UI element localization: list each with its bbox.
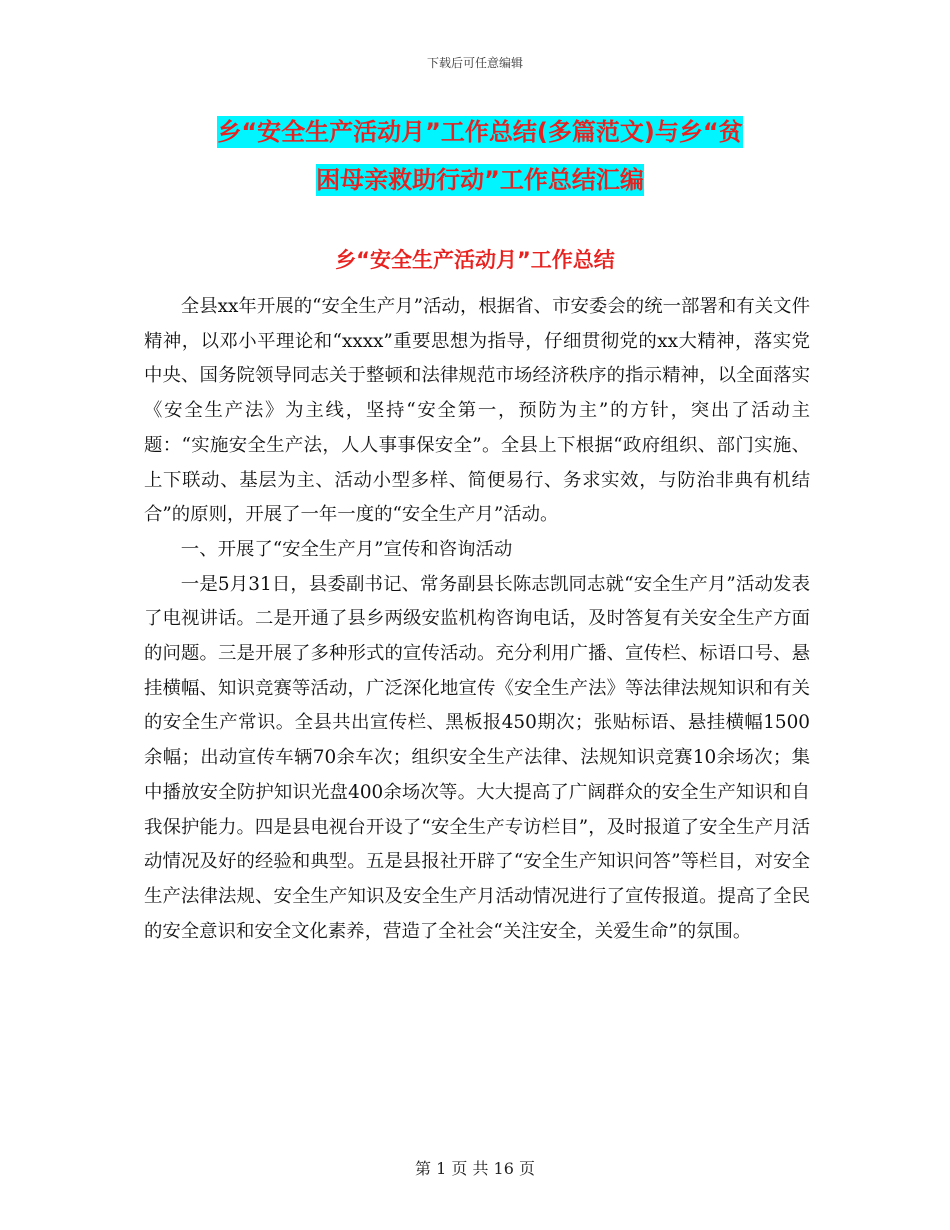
paragraph-intro: 全县xx年开展的“安全生产月”活动，根据省、市安委会的统一部署和有关文件精神，以邓小平理论和“xxxx”重要思想为指导，仔细贯彻党的xx大精神，落实党中央、国务院领导同志关于整顿和法律规范市场经济秩序的指示精神，以全面落实《安全生产法》为主线，坚持“安全第一，预防为主”的方针，突出了活动主题：“实施安全生产法，人人事事保安全”。全县上下根据“政府组织、部门实施、上下联动、基层为主、活动小型多样、简便易行、务求实效，与防治非典有机结合”的原则，开展了一年一度的“安全生产月”活动。 <box>144 296 810 526</box>
document-title-line-2: 困母亲救助行动”工作总结汇编 <box>316 166 644 194</box>
paragraph-publicity: 一是5月31日，县委副书记、常务副县长陈志凯同志就“安全生产月”活动发表了电视讲话。二是开通了县乡两级安监机构咨询电话，及时答复有关安全生产方面的问题。三是开展了多种形式的宣传活动。充分利用广播、宣传栏、标语口号、悬挂横幅、知识竞赛等活动，广泛深化地宣传《安全生产法》等法律法规知识和有关的安全生产常识。全县共出宣传栏、黑板报450期次；张贴标语、悬挂横幅1500余幅；出动宣传车辆70余车次；组织安全生产法律、法规知识竞赛10余场次；集中播放安全防护知识光盘400余场次等。大大提高了广阔群众的安全生产知识和自我保护能力。四是县电视台开设了“安全生产专访栏目”，及时报道了安全生产月活动情况及好的经验和典型。五是县报社开辟了“安全生产知识问答”等栏目，对安全生产法律法规、安全生产知识及安全生产月活动情况进行了宣传报道。提高了全民的安全意识和安全文化素养，营造了全社会“关注安全，关爱生命”的氛围。 <box>144 573 810 942</box>
document-title <box>140 108 820 204</box>
page-number: 第 1 页 共 16 页 <box>415 1159 535 1178</box>
document-body <box>144 290 810 949</box>
document-title-line-1: 乡“安全生产活动月”工作总结(多篇范文)与乡“贫 <box>217 118 743 146</box>
section-title: 乡“安全生产活动月”工作总结 <box>335 248 615 272</box>
paragraph-heading-1: 一、开展了“安全生产月”宣传和咨询活动 <box>180 538 513 560</box>
header-note: 下载后可任意编辑 <box>426 56 523 70</box>
